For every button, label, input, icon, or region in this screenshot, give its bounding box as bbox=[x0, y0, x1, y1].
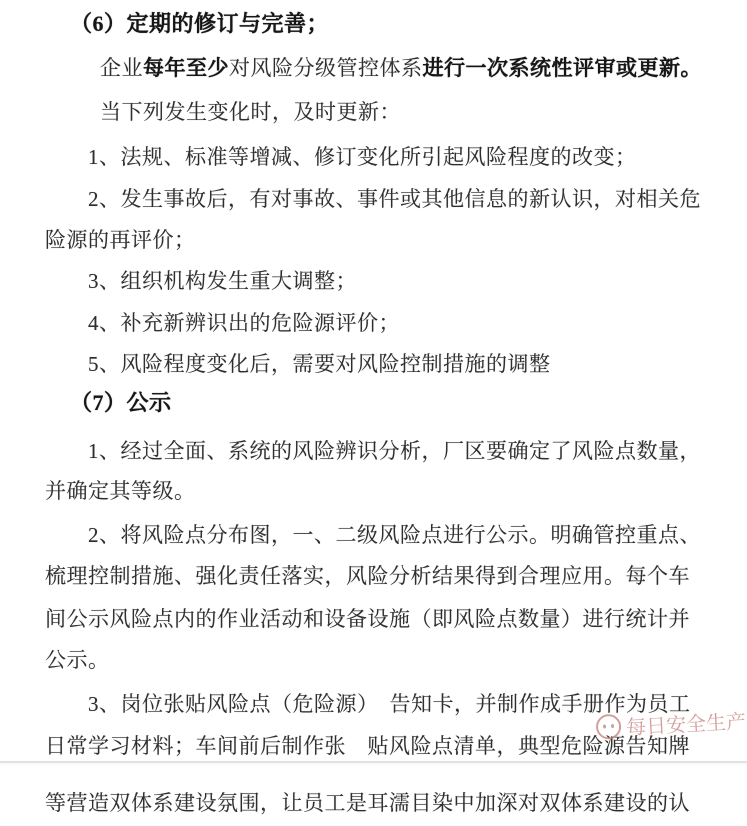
text-segment: 企业 bbox=[100, 56, 143, 80]
text-segment: 每年至少 bbox=[143, 56, 229, 80]
publicity-item-3: 3、岗位张贴风险点（危险源） 告知卡，并制作成手册作为员工 bbox=[88, 692, 691, 716]
publicity-item-1: 1、经过全面、系统的风险辨识分析，厂区要确定了风险点数量， bbox=[88, 439, 701, 463]
publicity-item-2-cont2: 间公示风险点内的作业活动和设备设施（即风险点数量）进行统计并 bbox=[45, 607, 690, 631]
paragraph-update-intro: 当下列发生变化时，及时更新： bbox=[100, 100, 401, 124]
logo-eye-left bbox=[603, 724, 606, 728]
heading-item-7: （7）公示 bbox=[70, 390, 172, 415]
list-item-3: 3、组织机构发生重大调整； bbox=[88, 269, 357, 293]
publicity-item-2-cont3: 公示。 bbox=[45, 648, 110, 672]
list-item-4: 4、补充新辨识出的危险源评价； bbox=[88, 311, 400, 335]
text-segment: 对风险分级管控体系 bbox=[229, 56, 423, 80]
paragraph-annual-review bbox=[100, 55, 702, 81]
heading-item-6: （6）定期的修订与完善； bbox=[70, 11, 330, 36]
publicity-item-1-cont: 并确定其等级。 bbox=[45, 479, 196, 503]
watermark-text: 每日安全生产 bbox=[625, 711, 747, 740]
list-item-5: 5、风险程度变化后，需要对风险控制措施的调整 bbox=[88, 352, 551, 376]
logo-eye-right bbox=[611, 724, 614, 728]
list-item-1: 1、法规、标准等增减、修订变化所引起风险程度的改变； bbox=[88, 145, 637, 169]
page-divider bbox=[0, 761, 747, 763]
text-segment: 进行一次系统性评审或更新。 bbox=[422, 56, 702, 80]
list-item-2-cont: 险源的再评价； bbox=[45, 228, 196, 252]
next-page-line: 等营造双体系建设氛围，让员工是耳濡目染中加深对双体系建设的认 bbox=[45, 791, 690, 815]
publicity-item-2: 2、将风险点分布图，一、二级风险点进行公示。明确管控重点、 bbox=[88, 523, 701, 547]
publicity-item-2-cont1: 梳理控制措施、强化责任落实，风险分析结果得到合理应用。每个车 bbox=[45, 564, 690, 588]
list-item-2: 2、发生事故后，有对事故、事件或其他信息的新认识，对相关危 bbox=[88, 187, 701, 211]
publicity-item-3-cont: 日常学习材料；车间前后制作张 贴风险点清单，典型危险源告知牌 bbox=[45, 734, 690, 758]
